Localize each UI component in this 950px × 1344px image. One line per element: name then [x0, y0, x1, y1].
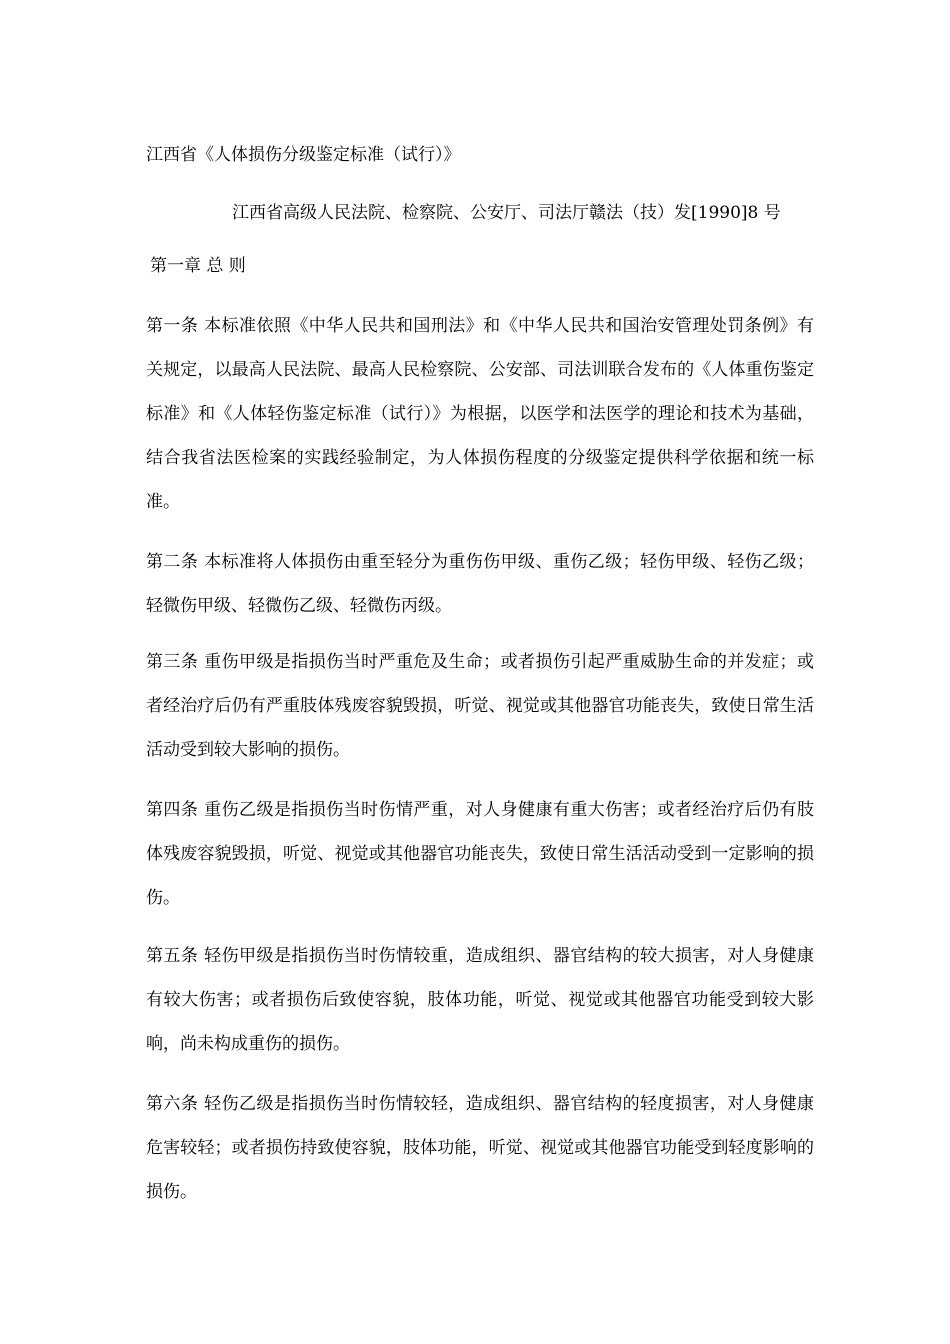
article-3: 第三条 重伤甲级是指损伤当时严重危及生命；或者损伤引起严重威胁生命的并发症；或者经治疗后仍有严重肢体残废容貌毁损，听觉、视觉或其他器官功能丧失，致使日常生活活动受到较大影响的损伤。: [146, 652, 814, 760]
article-2: 第二条 本标准将人体损伤由重至轻分为重伤伤甲级、重伤乙级；轻伤甲级、轻伤乙级；轻微伤甲级、轻微伤乙级、轻微伤丙级。: [146, 552, 814, 616]
issuer-line: 江西省高级人民法院、检察院、公安厅、司法厅赣法（技）发[1990]8 号: [232, 203, 781, 223]
document-title: 江西省《人体损伤分级鉴定标准（试行）》: [146, 145, 461, 165]
article-6: 第六条 轻伤乙级是指损伤当时伤情较轻，造成组织、器官结构的轻度损害，对人身健康危害较轻；或者损伤持致使容貌，肢体功能，听觉、视觉或其他器官功能受到轻度影响的损伤。: [146, 1094, 814, 1202]
article-5: 第五条 轻伤甲级是指损伤当时伤情较重，造成组织、器官结构的较大损害，对人身健康有较大伤害；或者损伤后致使容貌，肢体功能，听觉、视觉或其他器官功能受到较大影响，尚未构成重伤的损伤。: [146, 946, 814, 1054]
article-4: 第四条 重伤乙级是指损伤当时伤情严重，对人身健康有重大伤害；或者经治疗后仍有肢体残废容貌毁损，听觉、视觉或其他器官功能丧失，致使日常生活活动受到一定影响的损伤。: [146, 800, 814, 908]
article-1: 第一条 本标准依照《中华人民共和国刑法》和《中华人民共和国治安管理处罚条例》有关规定，以最高人民法院、最高人民检察院、公安部、司法训联合发布的《人体重伤鉴定标准》和《人体轻伤鉴定标准（试行）》为根据，以医学和法医学的理论和技术为基础，结合我省法医检案的实践经验制定，为人体损伤程度的分级鉴定提供科学依据和统一标准。: [146, 316, 814, 512]
chapter-heading: 第一章 总 则: [150, 256, 246, 276]
